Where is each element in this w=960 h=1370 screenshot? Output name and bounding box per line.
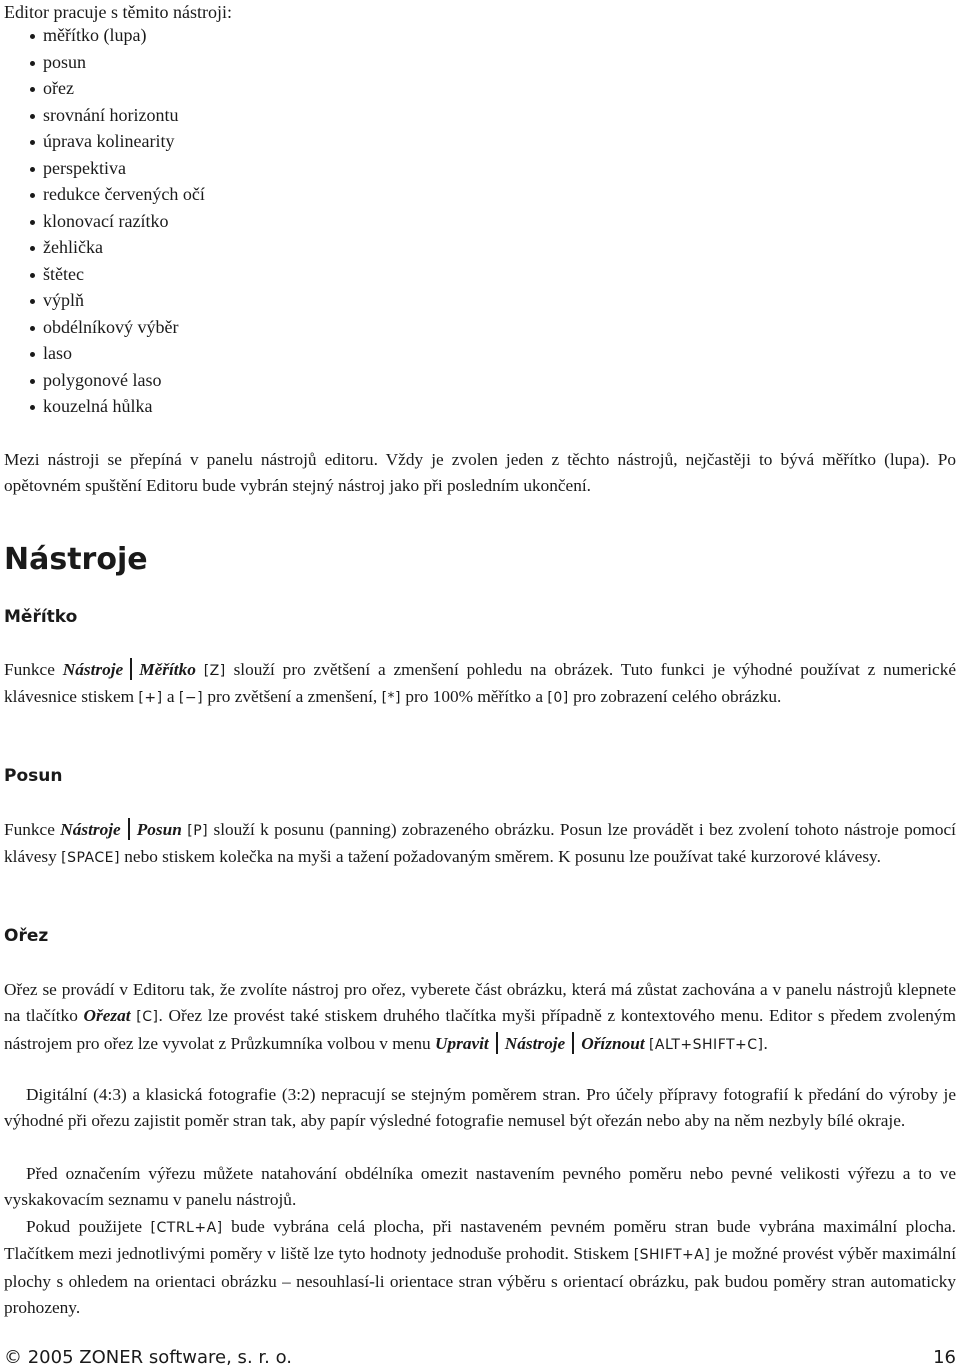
- page-footer: [4, 1346, 956, 1370]
- shortcut-key: [0]: [547, 690, 569, 707]
- button-name-orezat: Ořezat: [83, 1006, 131, 1026]
- list-item: polygonové laso: [26, 367, 205, 394]
- heading-meritko: Měřítko: [4, 607, 78, 627]
- orez-paragraph-4: [4, 1214, 956, 1322]
- orez-paragraph-1: [4, 977, 956, 1058]
- paragraph-text: pro zobrazení celého obrázku.: [573, 687, 782, 707]
- orez-paragraph-3: Před označením výřezu můžete natahování obdélníka omezit nastavením pevného poměru nebo pevné velikosti výřezu a to ve vyskakovacím seznamu v panelu nástrojů.: [4, 1164, 956, 1210]
- paragraph-text: Mezi nástroji se přepíná v panelu nástrojů editoru. Vždy je zvolen jeden z těchto nástrojů, nejčastěji to bývá měřítko (lupa). Po opětovném spuštění Editoru bude vybrán stejný nástroj jako při posledním ukončení.: [4, 450, 956, 496]
- paragraph-text: Ořez se provádí v Editoru tak, že zvolíte nástroj pro ořez, vyberete část obrázku, která má zůstat zachována a v panelu nástrojů klepnete na tlačítko: [4, 980, 956, 1026]
- paragraph-text: a: [166, 687, 175, 707]
- paragraph-text: nebo stiskem kolečka na myši a tažení požadovaným směrem. K posunu lze používat také kurzorové klávesy.: [124, 847, 881, 867]
- list-item: obdélníkový výběr: [26, 314, 205, 341]
- list-item: klonovací razítko: [26, 208, 205, 235]
- paragraph-text: pro 100% měřítko a: [405, 687, 544, 707]
- posun-paragraph: [4, 817, 956, 872]
- menu-separator: [130, 658, 132, 680]
- paragraph-text: slouží pro zvětšení a zmenšení pohledu na obrázek. Tuto funkci je výhodné používat z numerické klávesnice stiskem: [4, 660, 957, 707]
- paragraph-text: Pokud použijete: [26, 1217, 143, 1236]
- section-title: Nástroje: [4, 542, 148, 577]
- list-item: úprava kolinearity: [26, 128, 205, 155]
- menu-path-meritko: Měřítko: [139, 660, 196, 679]
- menu-path-posun: Posun: [136, 820, 182, 839]
- menu-separator: [496, 1032, 498, 1054]
- list-item: laso: [26, 340, 205, 367]
- shortcut-key: [−]: [178, 690, 204, 707]
- shortcut-key: [Z]: [203, 663, 226, 679]
- paragraph-text: bude vybrána celá plocha, při nastaveném pevném poměru stran bude vybrána maximální plocha. Tlačítkem mezi jednotlivými poměry v liště lze tyto hodnoty jednoduše prohodit. Stiskem: [4, 1217, 957, 1264]
- paragraph-text: Funkce: [4, 820, 55, 839]
- list-item: ořez: [26, 75, 205, 102]
- orez-paragraph-2: Digitální (4:3) a klasická fotografie (3:2) nepracují se stejným poměrem stran. Pro účely přípravy fotografií k předání do výroby je výhodné při ořezu zajistit poměr stran tak, aby papír výsledné fotografie nemusel být ořezán nebo aby na něm nezbyly bílé okraje.: [4, 1085, 956, 1131]
- heading-posun: Posun: [4, 766, 63, 786]
- menu-separator: [572, 1032, 574, 1054]
- list-item: perspektiva: [26, 155, 205, 182]
- list-item: kouzelná hůlka: [26, 393, 205, 420]
- intro-text: Editor pracuje s těmito nástroji:: [4, 2, 232, 22]
- shortcut-key: [+]: [138, 690, 163, 707]
- tool-list: [26, 22, 205, 420]
- menu-path-oriznout: Oříznout: [581, 1033, 645, 1053]
- menu-path-nastroje: Nástroje: [60, 820, 121, 839]
- paragraph-text: Funkce: [4, 660, 55, 679]
- list-item: štětec: [26, 261, 205, 288]
- shortcut-key: [SPACE]: [61, 850, 120, 867]
- paragraph-text: slouží k posunu (panning) zobrazeného obrázku. Posun lze provádět i bez zvolení tohoto nástroje pomocí klávesy: [4, 820, 956, 867]
- shortcut-key: [C]: [136, 1009, 159, 1026]
- list-item: redukce červených očí: [26, 181, 205, 208]
- shortcut-key: [CTRL+A]: [150, 1220, 223, 1236]
- tool-switch-paragraph: [4, 447, 956, 500]
- shortcut-key: [*]: [381, 690, 401, 707]
- paragraph-text: pro zvětšení a zmenšení,: [207, 687, 378, 707]
- list-item: výplň: [26, 287, 205, 314]
- list-item: srovnání horizontu: [26, 102, 205, 129]
- menu-separator: [128, 818, 130, 840]
- page-number: 16: [933, 1347, 956, 1368]
- shortcut-key: [SHIFT+A]: [633, 1247, 711, 1264]
- heading-orez: Ořez: [4, 926, 49, 946]
- menu-path-nastroje: Nástroje: [504, 1033, 566, 1053]
- paragraph-text: . Ořez lze provést také stiskem druhého tlačítka myši případně z kontextového menu. Editor s předem zvoleným nástrojem pro ořez lze vyvolat z Průzkumníka volbou v menu: [4, 1006, 956, 1053]
- paragraph-text: .: [763, 1033, 768, 1053]
- paragraph-text: je možné provést výběr maximální plochy s ohledem na orientaci obrázku – nesouhlasí-li orientace stran výběru s orientací obrázku, pak budou poměry stran automaticky prohozeny.: [4, 1244, 956, 1318]
- menu-path-nastroje: Nástroje: [62, 660, 124, 679]
- copyright-text: © 2005 ZONER software, s. r. o.: [4, 1347, 292, 1368]
- list-item: žehlička: [26, 234, 205, 261]
- list-item: měřítko (lupa): [26, 22, 205, 49]
- meritko-paragraph: [4, 657, 956, 712]
- list-item: posun: [26, 49, 205, 76]
- menu-path-upravit: Upravit: [434, 1033, 489, 1053]
- shortcut-key: [ALT+SHIFT+C]: [648, 1036, 764, 1053]
- shortcut-key: [P]: [187, 823, 209, 839]
